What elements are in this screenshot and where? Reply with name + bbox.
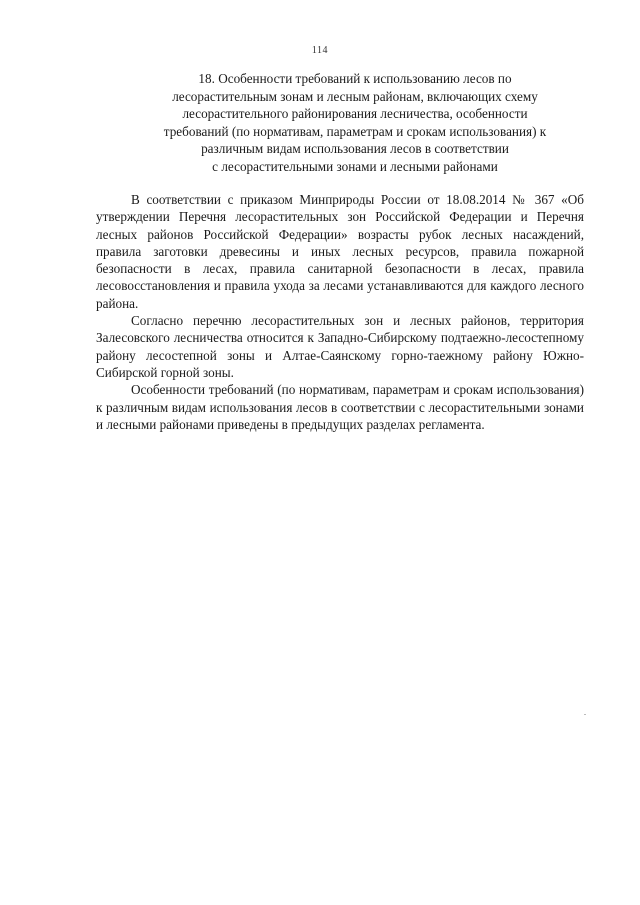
paragraph: В соответствии с приказом Минприроды России от 18.08.2014 № 367 «Об утверждении Перечня лесорастительных зон Российской Федерации и Перечня лесных районов Российской Федерации» возрасты рубок лесных насаждений, правила заготовки древесины и иных лесных ресурсов, правила пожарной безопасности в лесах, правила санитарной безопасности в лесах, правила лесовосстановления и правила ухода за лесами устанавливаются для каждого лесного района.	[96, 192, 584, 311]
body-text	[96, 191, 584, 433]
heading-line: требований (по нормативам, параметрам и срокам использования) к	[163, 123, 547, 139]
heading-line: 18. Особенности требований к использованию лесов по	[198, 71, 512, 86]
page-number: 114	[311, 45, 329, 56]
heading-line: с лесорастительными зонами и лесными районами	[212, 158, 498, 174]
section-heading	[120, 70, 590, 176]
heading-line: лесорастительного районирования лесничества, особенности	[182, 106, 528, 122]
scan-speck	[584, 714, 586, 715]
paragraph: Согласно перечню лесорастительных зон и лесных районов, территория Залесовского лесничества относится к Западно-Сибирскому подтаежно-лесостепному району лесостепной зоны и Алтае-Саянскому горно-таежному району Южно-Сибирской горной зоны.	[96, 313, 584, 380]
heading-line: лесорастительным зонам и лесным районам, включающих схему	[172, 88, 538, 104]
heading-line: различным видам использования лесов в соответствии	[201, 141, 509, 157]
paragraph: Особенности требований (по нормативам, параметрам и срокам использования) к различным видам использования лесов в соответствии с лесорастительными зонами и лесными районами приведены в предыдущих разделах регламента.	[96, 382, 584, 432]
